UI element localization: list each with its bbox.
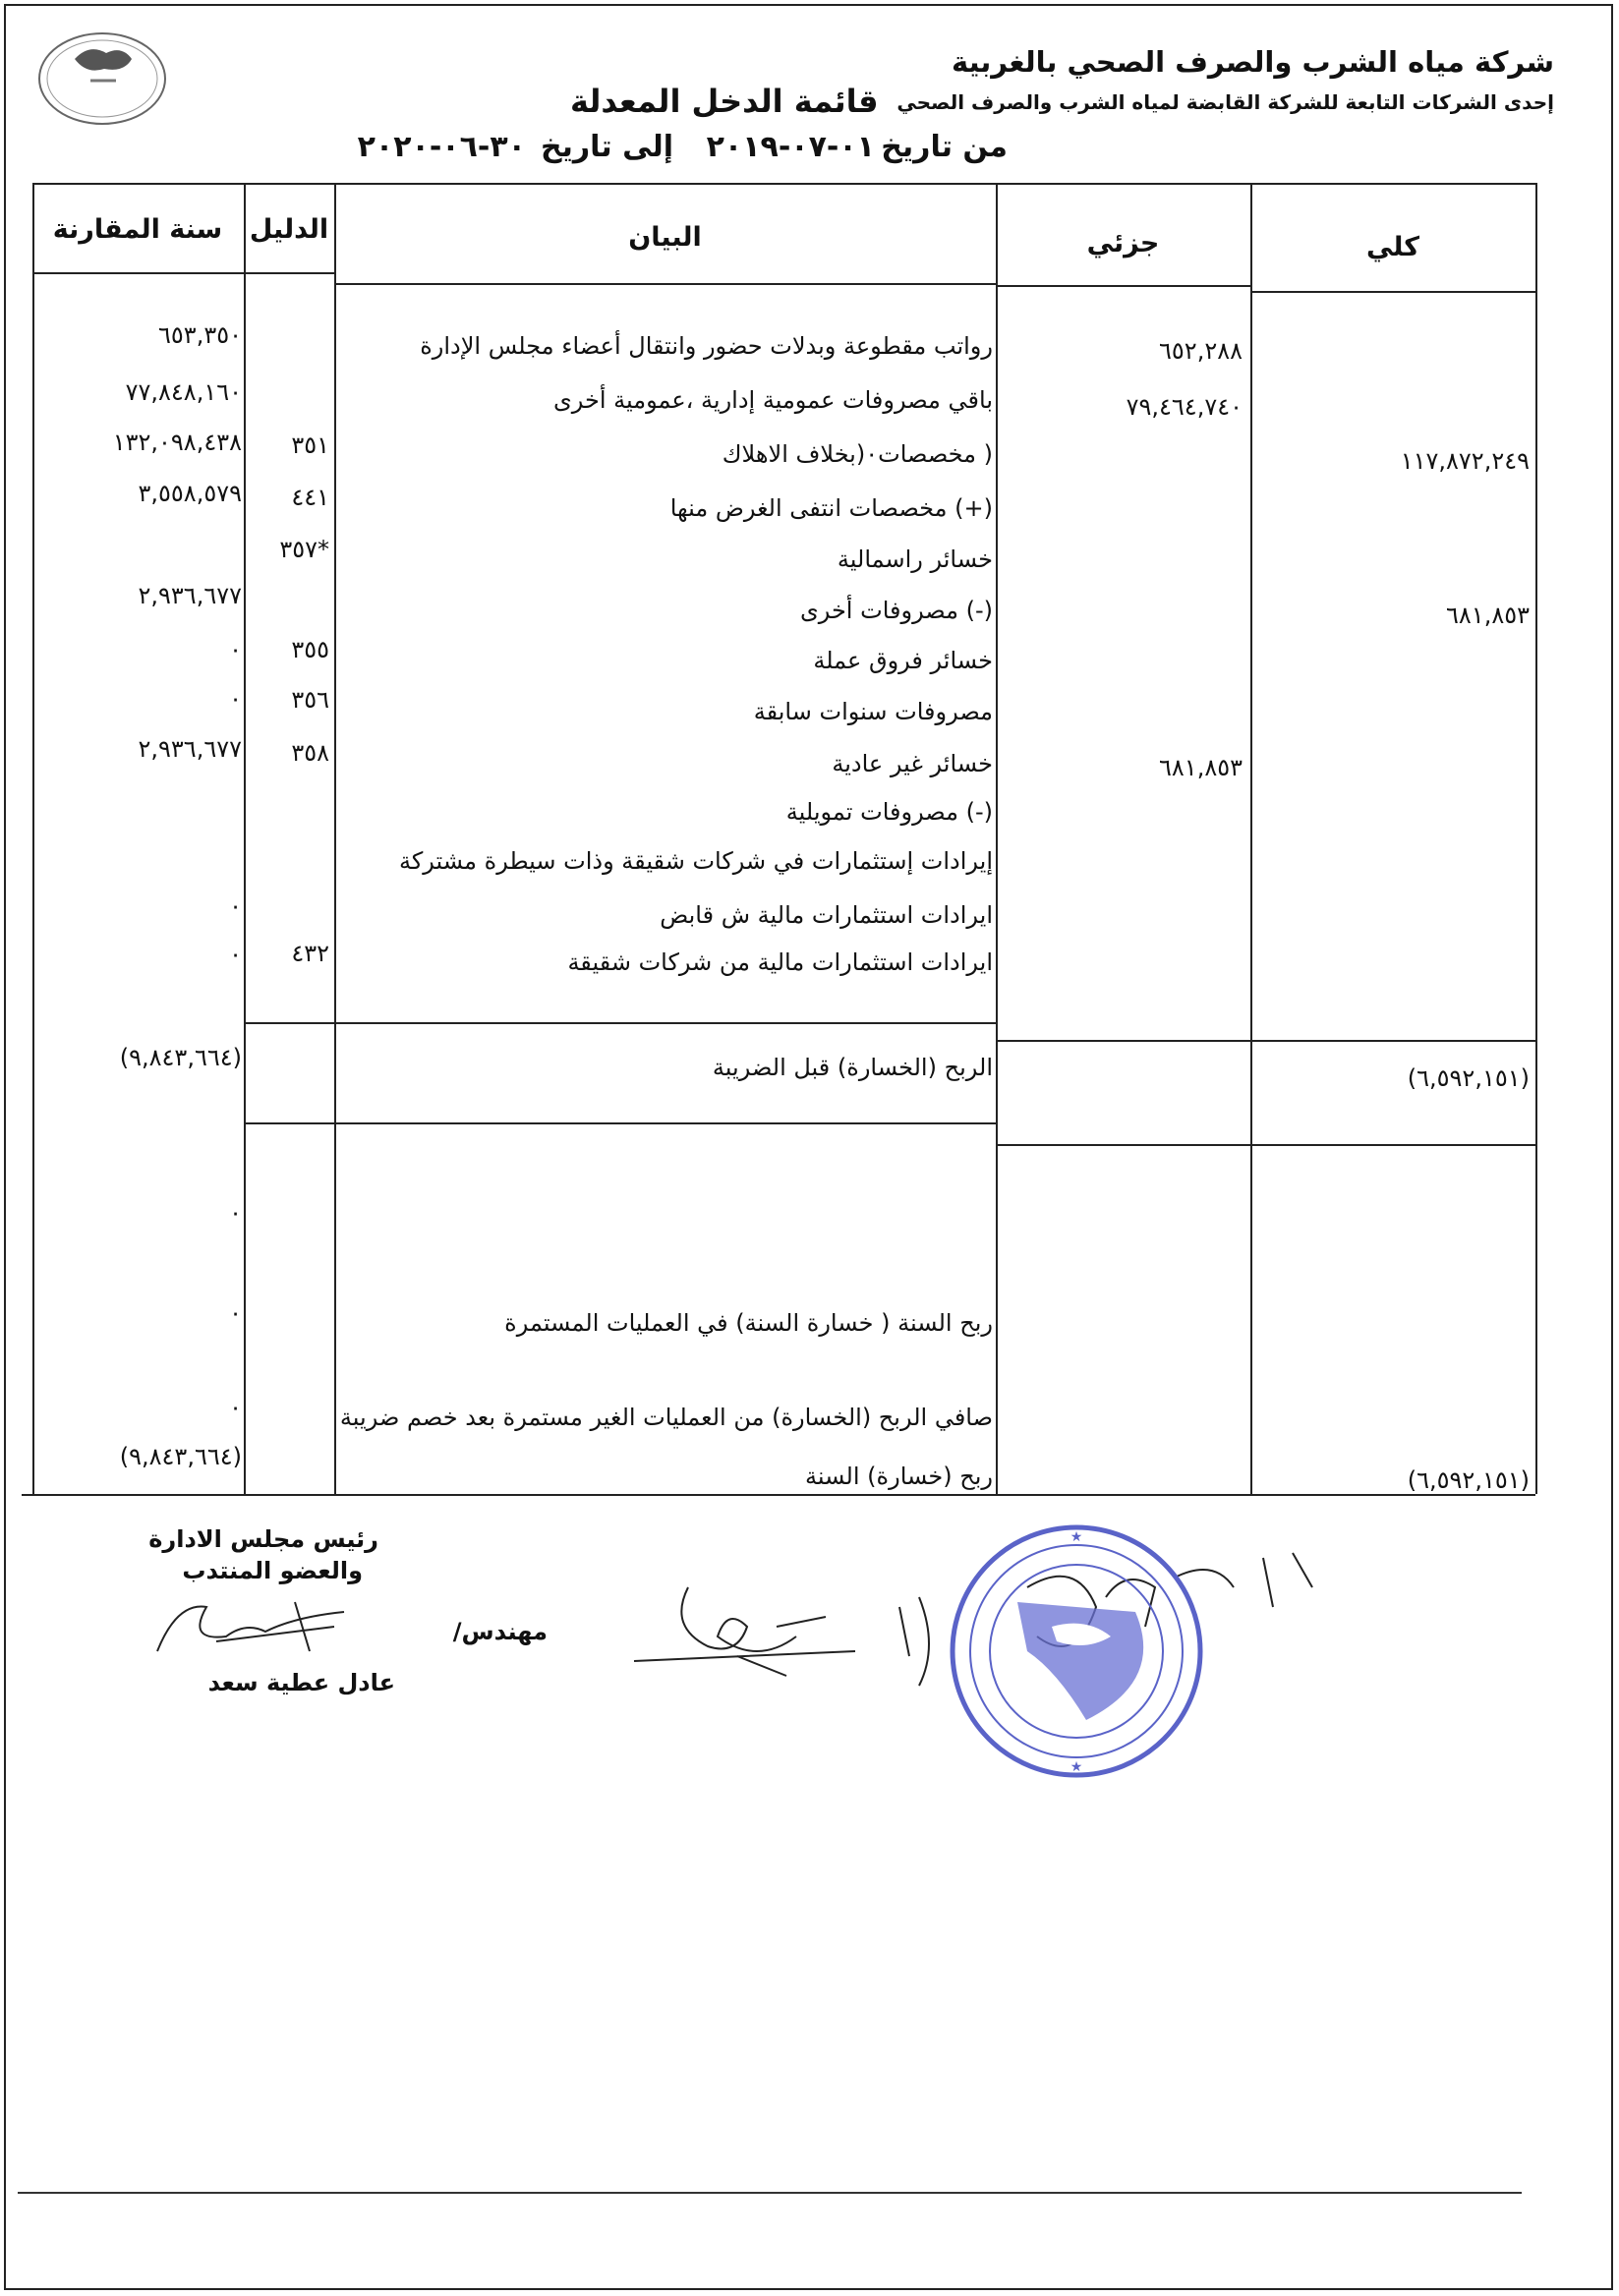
- to-label: إلى تاريخ: [540, 130, 673, 164]
- chairman-title-1: رئيس مجلس الادارة: [148, 1525, 378, 1553]
- row-description: خسائر غير عادية: [832, 750, 993, 777]
- row-comparison: ٠: [229, 685, 242, 713]
- row-comparison: ٠: [229, 941, 242, 968]
- engineer-signature: [629, 1568, 865, 1681]
- to-date: ٣٠-٠٦-٢٠٢٠: [357, 130, 526, 164]
- row-partial: ٦٥٢,٢٨٨: [1159, 337, 1243, 365]
- svg-text:★: ★: [1070, 1529, 1083, 1545]
- net-result-total: (٦,٥٩٢,١٥١): [1407, 1466, 1530, 1494]
- company-name: شركة مياه الشرب والصرف الصحي بالغربية: [951, 45, 1554, 79]
- row-description: ( مخصصات٠(بخلاف الاهلاك: [722, 440, 993, 468]
- audit-stamp: [939, 1514, 1214, 1789]
- row-comparison: ٦٥٣,٣٥٠: [158, 321, 242, 349]
- col-header-reference: الدليل: [249, 214, 329, 245]
- profit-before-tax-total: (٦,٥٩٢,١٥١): [1407, 1064, 1530, 1092]
- chairman-title-2: والعضو المنتدب: [182, 1557, 363, 1584]
- row-comparison: ٧٧,٨٤٨,١٦٠: [125, 378, 242, 406]
- chairman-signature: [147, 1582, 354, 1671]
- row-reference: ٣٥٥: [291, 636, 329, 663]
- row-reference: ٣٥٦: [291, 686, 329, 714]
- row-description: إيرادات إستثمارات في شركات شقيقة وذات سيطرة مشتركة: [398, 847, 993, 875]
- row-comparison: ٢,٩٣٦,٦٧٧: [138, 582, 242, 609]
- row-reference: ٤٣٢: [291, 940, 329, 967]
- row-description: (+) مخصصات انتفى الغرض منها: [669, 494, 993, 522]
- col-header-description: البيان: [628, 222, 702, 253]
- row-comparison: ١٣٢,٠٩٨,٤٣٨: [112, 429, 242, 456]
- from-label: من تاريخ: [881, 130, 1008, 164]
- bottom-row-comparison: ٠: [229, 1199, 242, 1227]
- row-comparison: ٢,٩٣٦,٦٧٧: [138, 735, 242, 763]
- period-line: [354, 130, 1008, 173]
- row-description: رواتب مقطوعة وبدلات حضور وانتقال أعضاء مجلس الإدارة: [420, 332, 993, 360]
- row-partial: ٦٨١,٨٥٣: [1159, 754, 1243, 781]
- row-description: خسائر راسمالية: [837, 545, 993, 573]
- from-date: ٠١-٠٧-٢٠١٩: [706, 130, 875, 164]
- row-partial: ٧٩,٤٦٤,٧٤٠: [1126, 393, 1243, 421]
- row-comparison: ٣,٥٥٨,٥٧٩: [138, 480, 242, 507]
- row-description: باقي مصروفات عمومية إدارية ،عمومية أخرى: [552, 386, 993, 414]
- row-description: خسائر فروق عملة: [813, 647, 993, 674]
- col-header-comparison: سنة المقارنة: [52, 214, 223, 245]
- company-subtitle: إحدى الشركات التابعة للشركة القابضة لمياه الشرب والصرف الصحي: [896, 90, 1554, 114]
- net-result-label: ربح (خسارة) السنة: [805, 1463, 993, 1490]
- row-reference: ٤٤١: [291, 484, 329, 511]
- row-description: (-) مصروفات تمويلية: [785, 798, 993, 826]
- discontinued-ops-label: صافي الربح (الخسارة) من العمليات الغير مستمرة بعد خصم ضريبة: [339, 1404, 993, 1431]
- col-header-partial: جزئي: [1086, 228, 1160, 258]
- document-title: قائمة الدخل المعدلة: [570, 83, 879, 120]
- continuing-ops-label: ربح السنة ( خسارة السنة) في العمليات المستمرة: [504, 1309, 993, 1337]
- chairman-name: عادل عطية سعد: [207, 1669, 395, 1696]
- row-reference: ٣٥٧*: [279, 536, 329, 563]
- profit-before-tax-label: الربح (الخسارة) قبل الضريبة: [712, 1054, 993, 1081]
- row-description: مصروفات سنوات سابقة: [753, 698, 993, 725]
- row-description: ايرادات استثمارات مالية من شركات شقيقة: [567, 948, 993, 976]
- svg-text:★: ★: [1070, 1759, 1083, 1775]
- row-reference: ٣٥١: [291, 431, 329, 459]
- row-description: (-) مصروفات أخرى: [799, 597, 993, 624]
- col-header-total: كلي: [1365, 232, 1420, 262]
- row-total: ١١٧,٨٧٢,٢٤٩: [1400, 447, 1530, 475]
- engineer-label: مهندس/: [452, 1618, 548, 1645]
- company-logo: [35, 29, 169, 128]
- row-reference: ٣٥٨: [291, 739, 329, 767]
- bottom-rule: [18, 2192, 1522, 2194]
- row-description: ايرادات استثمارات مالية ش قابض: [660, 901, 993, 929]
- row-total: ٦٨١,٨٥٣: [1446, 602, 1530, 629]
- continuing-ops-comparison: ٠: [229, 1299, 242, 1327]
- row-comparison: ٠: [229, 636, 242, 663]
- profit-before-tax-comparison: (٩,٨٤٣,٦٦٤): [119, 1044, 242, 1071]
- discontinued-ops-comparison: ٠: [229, 1394, 242, 1421]
- row-comparison: ٠: [229, 892, 242, 920]
- net-result-comparison: (٩,٨٤٣,٦٦٤): [119, 1443, 242, 1470]
